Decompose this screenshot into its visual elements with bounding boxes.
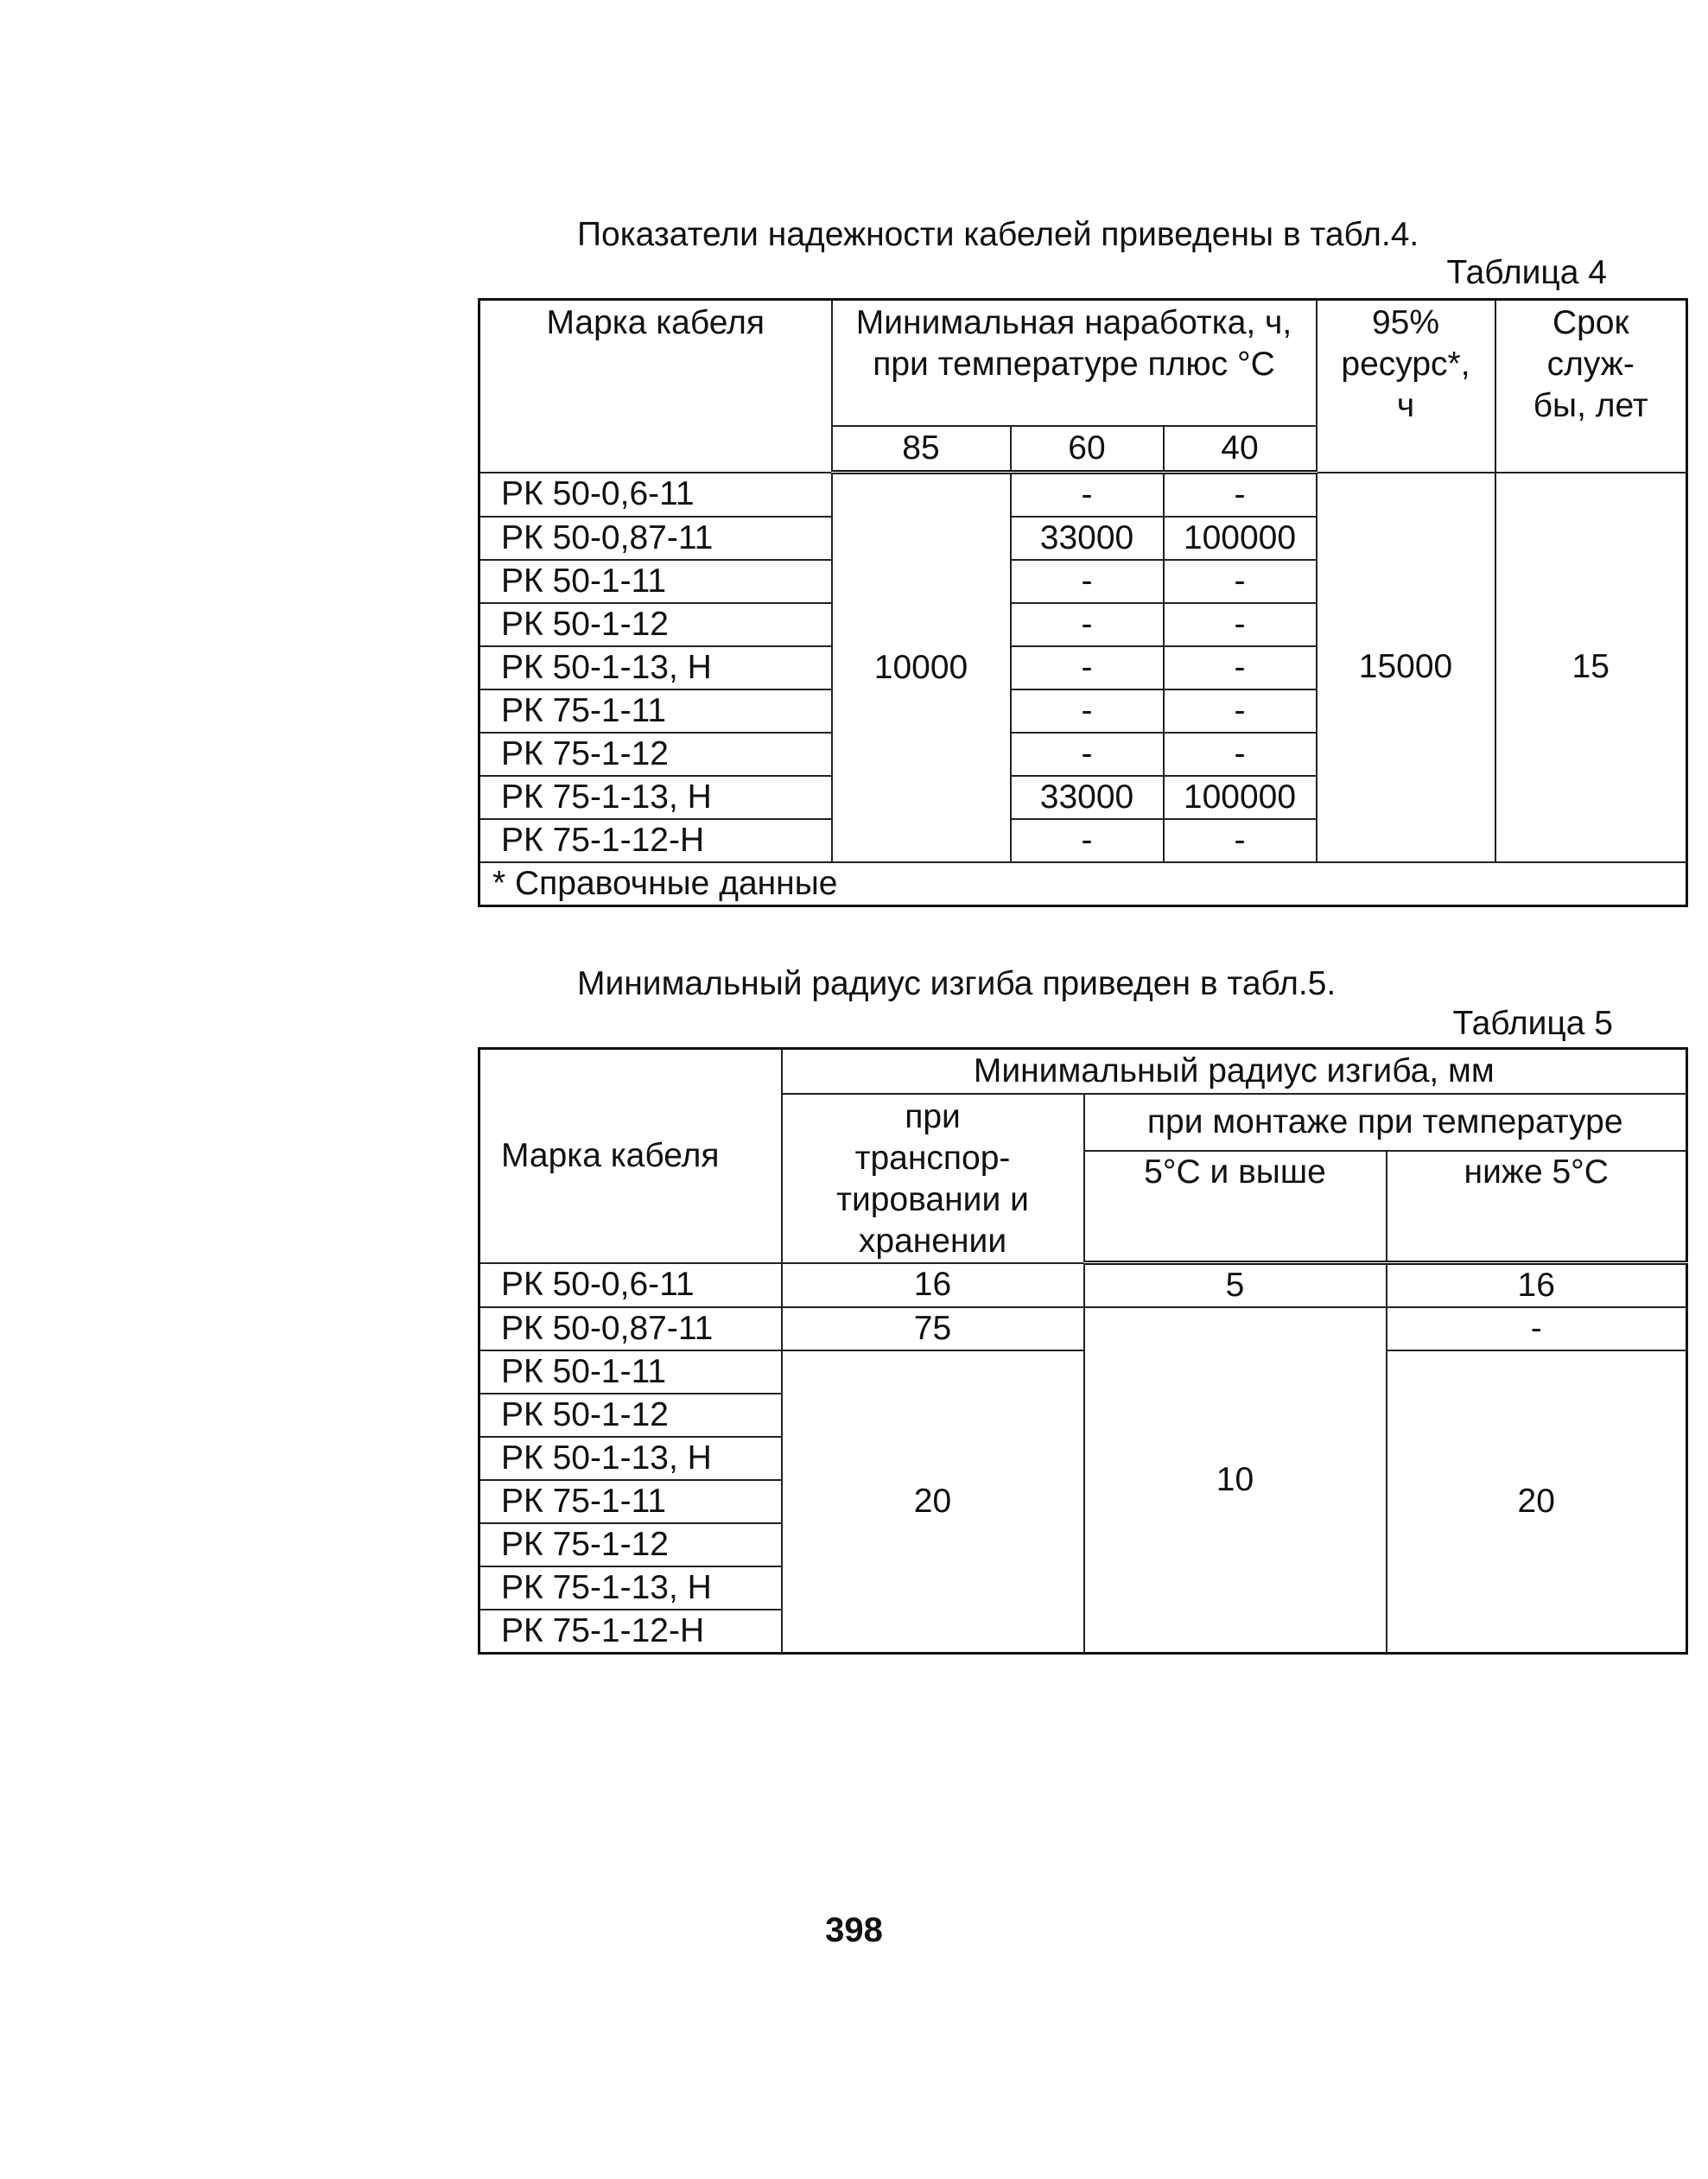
- header-transport: при транспор-тировании и хранении: [782, 1094, 1084, 1263]
- runtime-60: -: [1011, 560, 1164, 603]
- header-brand: Марка кабеля: [479, 300, 832, 473]
- header-temp-85: 85: [832, 426, 1011, 473]
- table4-intro: Показатели надежности кабелей приведены в табл.4.: [577, 216, 1419, 253]
- page-number: 398: [825, 1911, 883, 1949]
- row-brand: РК 75-1-12: [479, 1523, 782, 1566]
- row-brand: РК 50-1-11: [479, 560, 832, 603]
- radius-transport: 16: [782, 1263, 1084, 1308]
- runtime-60: 33000: [1011, 776, 1164, 819]
- row-brand: РК 50-0,6-11: [479, 473, 832, 518]
- row-brand: РК 75-1-13, Н: [479, 1566, 782, 1610]
- radius-below-5c: 16: [1387, 1263, 1687, 1308]
- table5-caption: Таблица 5: [1452, 1005, 1613, 1042]
- footnote: * Справочные данные: [479, 862, 1687, 906]
- runtime-40: -: [1164, 646, 1317, 689]
- runtime-40: -: [1164, 733, 1317, 776]
- radius-above-5c: 5: [1084, 1263, 1387, 1308]
- runtime-60: -: [1011, 646, 1164, 689]
- runtime-60: -: [1011, 603, 1164, 646]
- service-merged: 15: [1495, 473, 1687, 863]
- radius-above-5c-merged: 10: [1084, 1307, 1387, 1654]
- header-resource: 95% ресурс*, ч: [1317, 300, 1495, 473]
- runtime-60: -: [1011, 689, 1164, 733]
- row-brand: РК 75-1-12-Н: [479, 819, 832, 862]
- row-brand: РК 75-1-12: [479, 733, 832, 776]
- radius-transport-merged: 20: [782, 1350, 1084, 1654]
- header-temp-40: 40: [1164, 426, 1317, 473]
- radius-below-5c-merged: 20: [1387, 1350, 1687, 1654]
- runtime-85-merged: 10000: [832, 473, 1011, 863]
- bend-radius-table: [478, 1047, 1688, 1655]
- row-brand: РК 75-1-13, Н: [479, 776, 832, 819]
- runtime-40: -: [1164, 689, 1317, 733]
- header-below-5c: ниже 5°С: [1387, 1151, 1687, 1263]
- runtime-40: -: [1164, 473, 1317, 518]
- runtime-60: -: [1011, 819, 1164, 862]
- header-brand: Марка кабеля: [479, 1049, 782, 1263]
- row-brand: РК 50-1-12: [479, 603, 832, 646]
- resource-merged: 15000: [1317, 473, 1495, 863]
- table4-caption: Таблица 4: [1446, 254, 1607, 291]
- header-mounting: при монтаже при температуре: [1084, 1094, 1687, 1151]
- reliability-table: [478, 298, 1688, 907]
- runtime-40: 100000: [1164, 776, 1317, 819]
- runtime-60: -: [1011, 473, 1164, 518]
- row-brand: РК 50-1-12: [479, 1394, 782, 1437]
- header-temp-60: 60: [1011, 426, 1164, 473]
- runtime-60: -: [1011, 733, 1164, 776]
- header-service-life: Срок служ-бы, лет: [1495, 300, 1687, 473]
- runtime-40: -: [1164, 603, 1317, 646]
- row-brand: РК 50-1-13, Н: [479, 1437, 782, 1480]
- radius-transport: 75: [782, 1307, 1084, 1350]
- row-brand: РК 50-1-11: [479, 1350, 782, 1394]
- row-brand: РК 50-0,87-11: [479, 1307, 782, 1350]
- header-min-radius: Минимальный радиус изгиба, мм: [782, 1049, 1687, 1094]
- row-brand: РК 50-0,87-11: [479, 517, 832, 560]
- header-above-5c: 5°С и выше: [1084, 1151, 1387, 1263]
- row-brand: РК 75-1-11: [479, 1480, 782, 1523]
- row-brand: РК 50-0,6-11: [479, 1263, 782, 1308]
- runtime-40: -: [1164, 819, 1317, 862]
- header-min-runtime: Минимальная наработка, ч, при температуре плюс °С: [832, 300, 1317, 426]
- row-brand: РК 75-1-12-Н: [479, 1610, 782, 1654]
- table5-intro: Минимальный радиус изгиба приведен в табл.5.: [577, 965, 1337, 1002]
- runtime-40: -: [1164, 560, 1317, 603]
- row-brand: РК 75-1-11: [479, 689, 832, 733]
- row-brand: РК 50-1-13, Н: [479, 646, 832, 689]
- radius-below-5c: -: [1387, 1307, 1687, 1350]
- runtime-60: 33000: [1011, 517, 1164, 560]
- runtime-40: 100000: [1164, 517, 1317, 560]
